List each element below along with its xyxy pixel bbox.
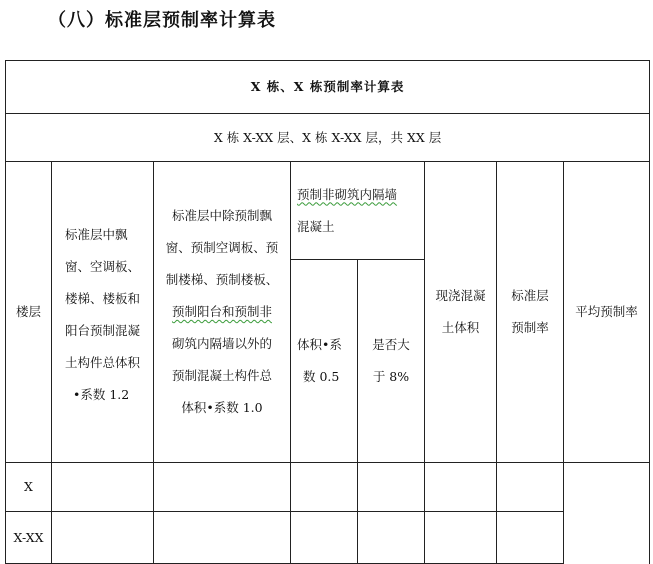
header-col3-volume-line: 数 0.5 xyxy=(303,369,340,384)
header-col4-line: 土体积 xyxy=(441,320,480,335)
header-floor xyxy=(6,162,52,463)
header-col2-line: 窗、预制空调板、预 xyxy=(165,240,279,255)
data-cell xyxy=(425,512,497,564)
header-col3-group-line: 混凝土 xyxy=(297,218,335,234)
header-col3-group-line: 预制非砌筑内隔墙 xyxy=(297,186,398,202)
header-col3-over-line: 是否大 xyxy=(372,337,410,352)
floor-cell: X xyxy=(6,463,52,512)
header-col5-line: 标准层 xyxy=(511,288,549,303)
data-cell xyxy=(52,512,154,564)
table-row xyxy=(6,463,650,512)
header-col2 xyxy=(154,162,291,463)
table-row xyxy=(6,512,650,564)
data-cell xyxy=(291,512,358,564)
data-cell xyxy=(52,463,154,512)
header-col1-line: 土构件总体积 xyxy=(64,355,140,370)
floor-cell: X-XX xyxy=(6,512,52,564)
header-col1-line: 阳台预制混凝 xyxy=(64,323,140,338)
header-floor-label: 楼层 xyxy=(15,304,41,319)
header-col1 xyxy=(52,162,154,463)
header-col1-line: 窗、空调板、 xyxy=(64,259,140,274)
data-cell xyxy=(358,463,425,512)
data-cell xyxy=(358,512,425,564)
data-cell xyxy=(154,512,291,564)
header-col6-label: 平均预制率 xyxy=(575,304,638,319)
header-col1-line: •系数 1.2 xyxy=(72,387,130,402)
data-cell xyxy=(154,463,291,512)
header-col2-line: 制楼梯、预制楼板、 xyxy=(165,272,279,287)
header-col3-over-line: 于 8% xyxy=(372,369,410,384)
header-col3-volume-line: 体积•系 xyxy=(297,337,342,352)
header-col2-line: 预制混凝土构件总 xyxy=(171,368,272,383)
header-col3-group xyxy=(291,162,425,260)
header-col3-over xyxy=(358,260,425,463)
header-col1-line: 楼梯、楼板和 xyxy=(64,291,140,306)
header-col2-line: 预制阳台和预制非 xyxy=(171,304,272,319)
header-col2-line: 砌筑内隔墙以外的 xyxy=(171,336,272,351)
table-title: X 栋、X 栋预制率计算表 xyxy=(6,61,650,114)
table-subtitle: X 栋 X-XX 层、X 栋 X-XX 层，共 XX 层 xyxy=(6,114,650,162)
average-rate-cell xyxy=(564,463,650,564)
section-heading: （八）标准层预制率计算表 xyxy=(48,10,276,31)
header-col2-line: 标准层中除预制飘 xyxy=(171,208,272,223)
data-cell xyxy=(425,463,497,512)
header-col6 xyxy=(564,162,650,463)
data-cell xyxy=(497,463,564,512)
header-col1-line: 标准层中飘 xyxy=(64,227,128,242)
header-col3-volume xyxy=(291,260,358,463)
header-col5 xyxy=(497,162,564,463)
header-col2-line: 体积•系数 1.0 xyxy=(181,400,263,415)
data-cell xyxy=(291,463,358,512)
header-col4-line: 现浇混凝 xyxy=(435,288,486,303)
header-col5-line: 预制率 xyxy=(511,320,549,335)
header-col4 xyxy=(425,162,497,463)
prefab-rate-table xyxy=(5,60,650,564)
data-cell xyxy=(497,512,564,564)
